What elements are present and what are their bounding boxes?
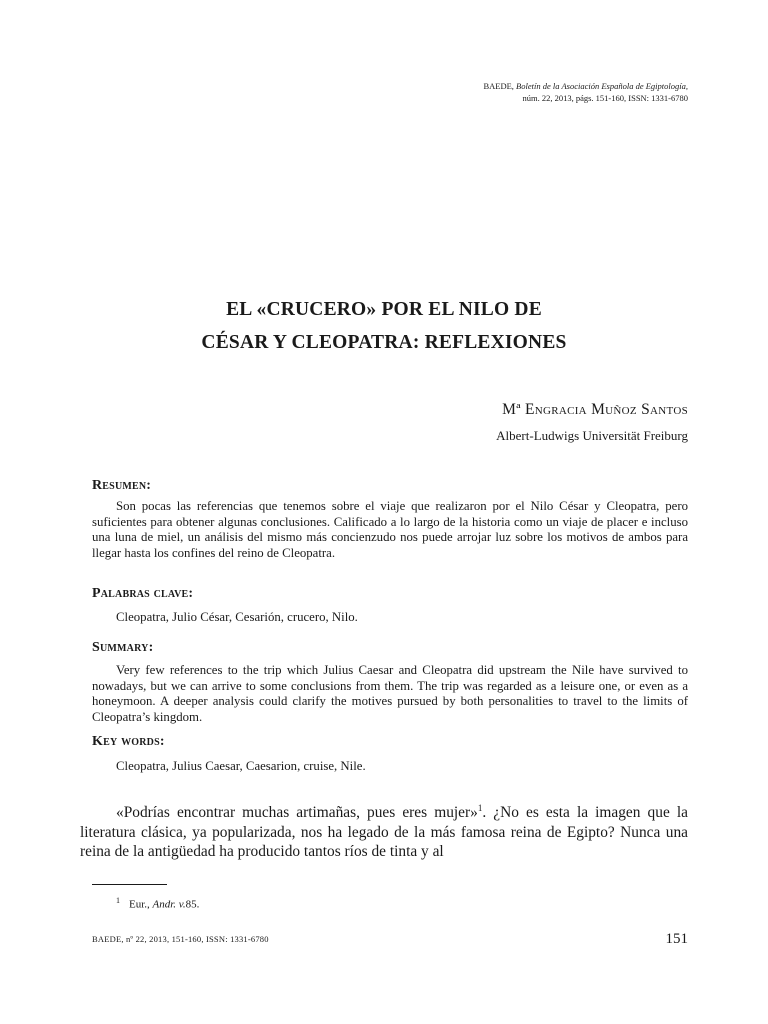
footnote-ref: 85.: [185, 898, 200, 911]
footnote: [116, 894, 199, 912]
title-line-2: CÉSAR Y CLEOPATRA: REFLEXIONES: [201, 332, 567, 353]
body-quote: «Podrías encontrar muchas artimañas, pues eres mujer»: [116, 804, 478, 821]
palabras-clave-text: Cleopatra, Julio César, Cesarión, crucero, Nilo.: [116, 610, 358, 624]
footnote-reference[interactable]: 1: [477, 802, 483, 813]
resumen-heading: Resumen:: [92, 478, 152, 493]
footnote-divider: [92, 884, 167, 885]
page-number: 151: [665, 931, 688, 947]
key-words-heading: Key words:: [92, 734, 165, 749]
header-journal-line: [483, 80, 688, 92]
footnote-number: 1: [116, 896, 120, 905]
title-line-1: EL «CRUCERO» POR EL NILO DE: [226, 299, 542, 320]
author-affiliation: Albert-Ludwigs Universität Freiburg: [496, 428, 688, 443]
header-journal-full: Boletín de la Asociación Española de Egiptología,: [516, 81, 688, 91]
summary-paragraph: Very few references to the trip which Julius Caesar and Cleopatra did upstream the Nile have survived to nowadays, but we can arrive to some conclusions from them. The trip was regarded as a leisure one, or even as a honeymoon. A deeper analysis could clarify the motives pursued by both personalities to travel to the limits of Cleopatra’s kingdom.: [92, 663, 688, 724]
author-block: [496, 400, 688, 445]
article-title: [80, 293, 688, 359]
summary-text: [92, 663, 688, 725]
header-journal: BAEDE,: [483, 81, 514, 91]
resumen-text: [92, 499, 688, 561]
body-continuation: . ¿No es esta la imagen que la literatura clásica, ya popularizada, nos ha legado de la más famosa reina de Egipto? Nunca una reina de la antigüedad ha producido tantos ríos de tinta y al: [80, 804, 688, 860]
palabras-clave-heading: Palabras clave:: [92, 586, 194, 601]
summary-heading: Summary:: [92, 640, 154, 655]
body-text: [80, 803, 688, 862]
footnote-author: Eur.,: [129, 898, 150, 911]
resumen-paragraph: Son pocas las referencias que tenemos sobre el viaje que realizaron por el Nilo César y Cleopatra, pero suficientes para obtener algunas conclusiones. Calificado a lo largo de la historia como un viaje de placer e incluso una luna de miel, un análisis del mismo más concienzudo nos puede arrojar luz sobre los motivos de ambos para llegar hasta los confines del reino de Cleopatra.: [92, 499, 688, 560]
author-name: Mª Engracia Muñoz Santos: [502, 401, 688, 418]
body-paragraph: [80, 803, 688, 862]
footnote-work: Andr. v.: [152, 898, 186, 911]
footer-citation: BAEDE, nº 22, 2013, 151-160, ISSN: 1331-6780: [92, 934, 269, 944]
running-header: [483, 80, 688, 104]
header-issue: núm. 22, 2013, págs. 151-160, ISSN: 1331-6780: [522, 93, 688, 103]
key-words-text: Cleopatra, Julius Caesar, Caesarion, cruise, Nile.: [116, 759, 366, 773]
